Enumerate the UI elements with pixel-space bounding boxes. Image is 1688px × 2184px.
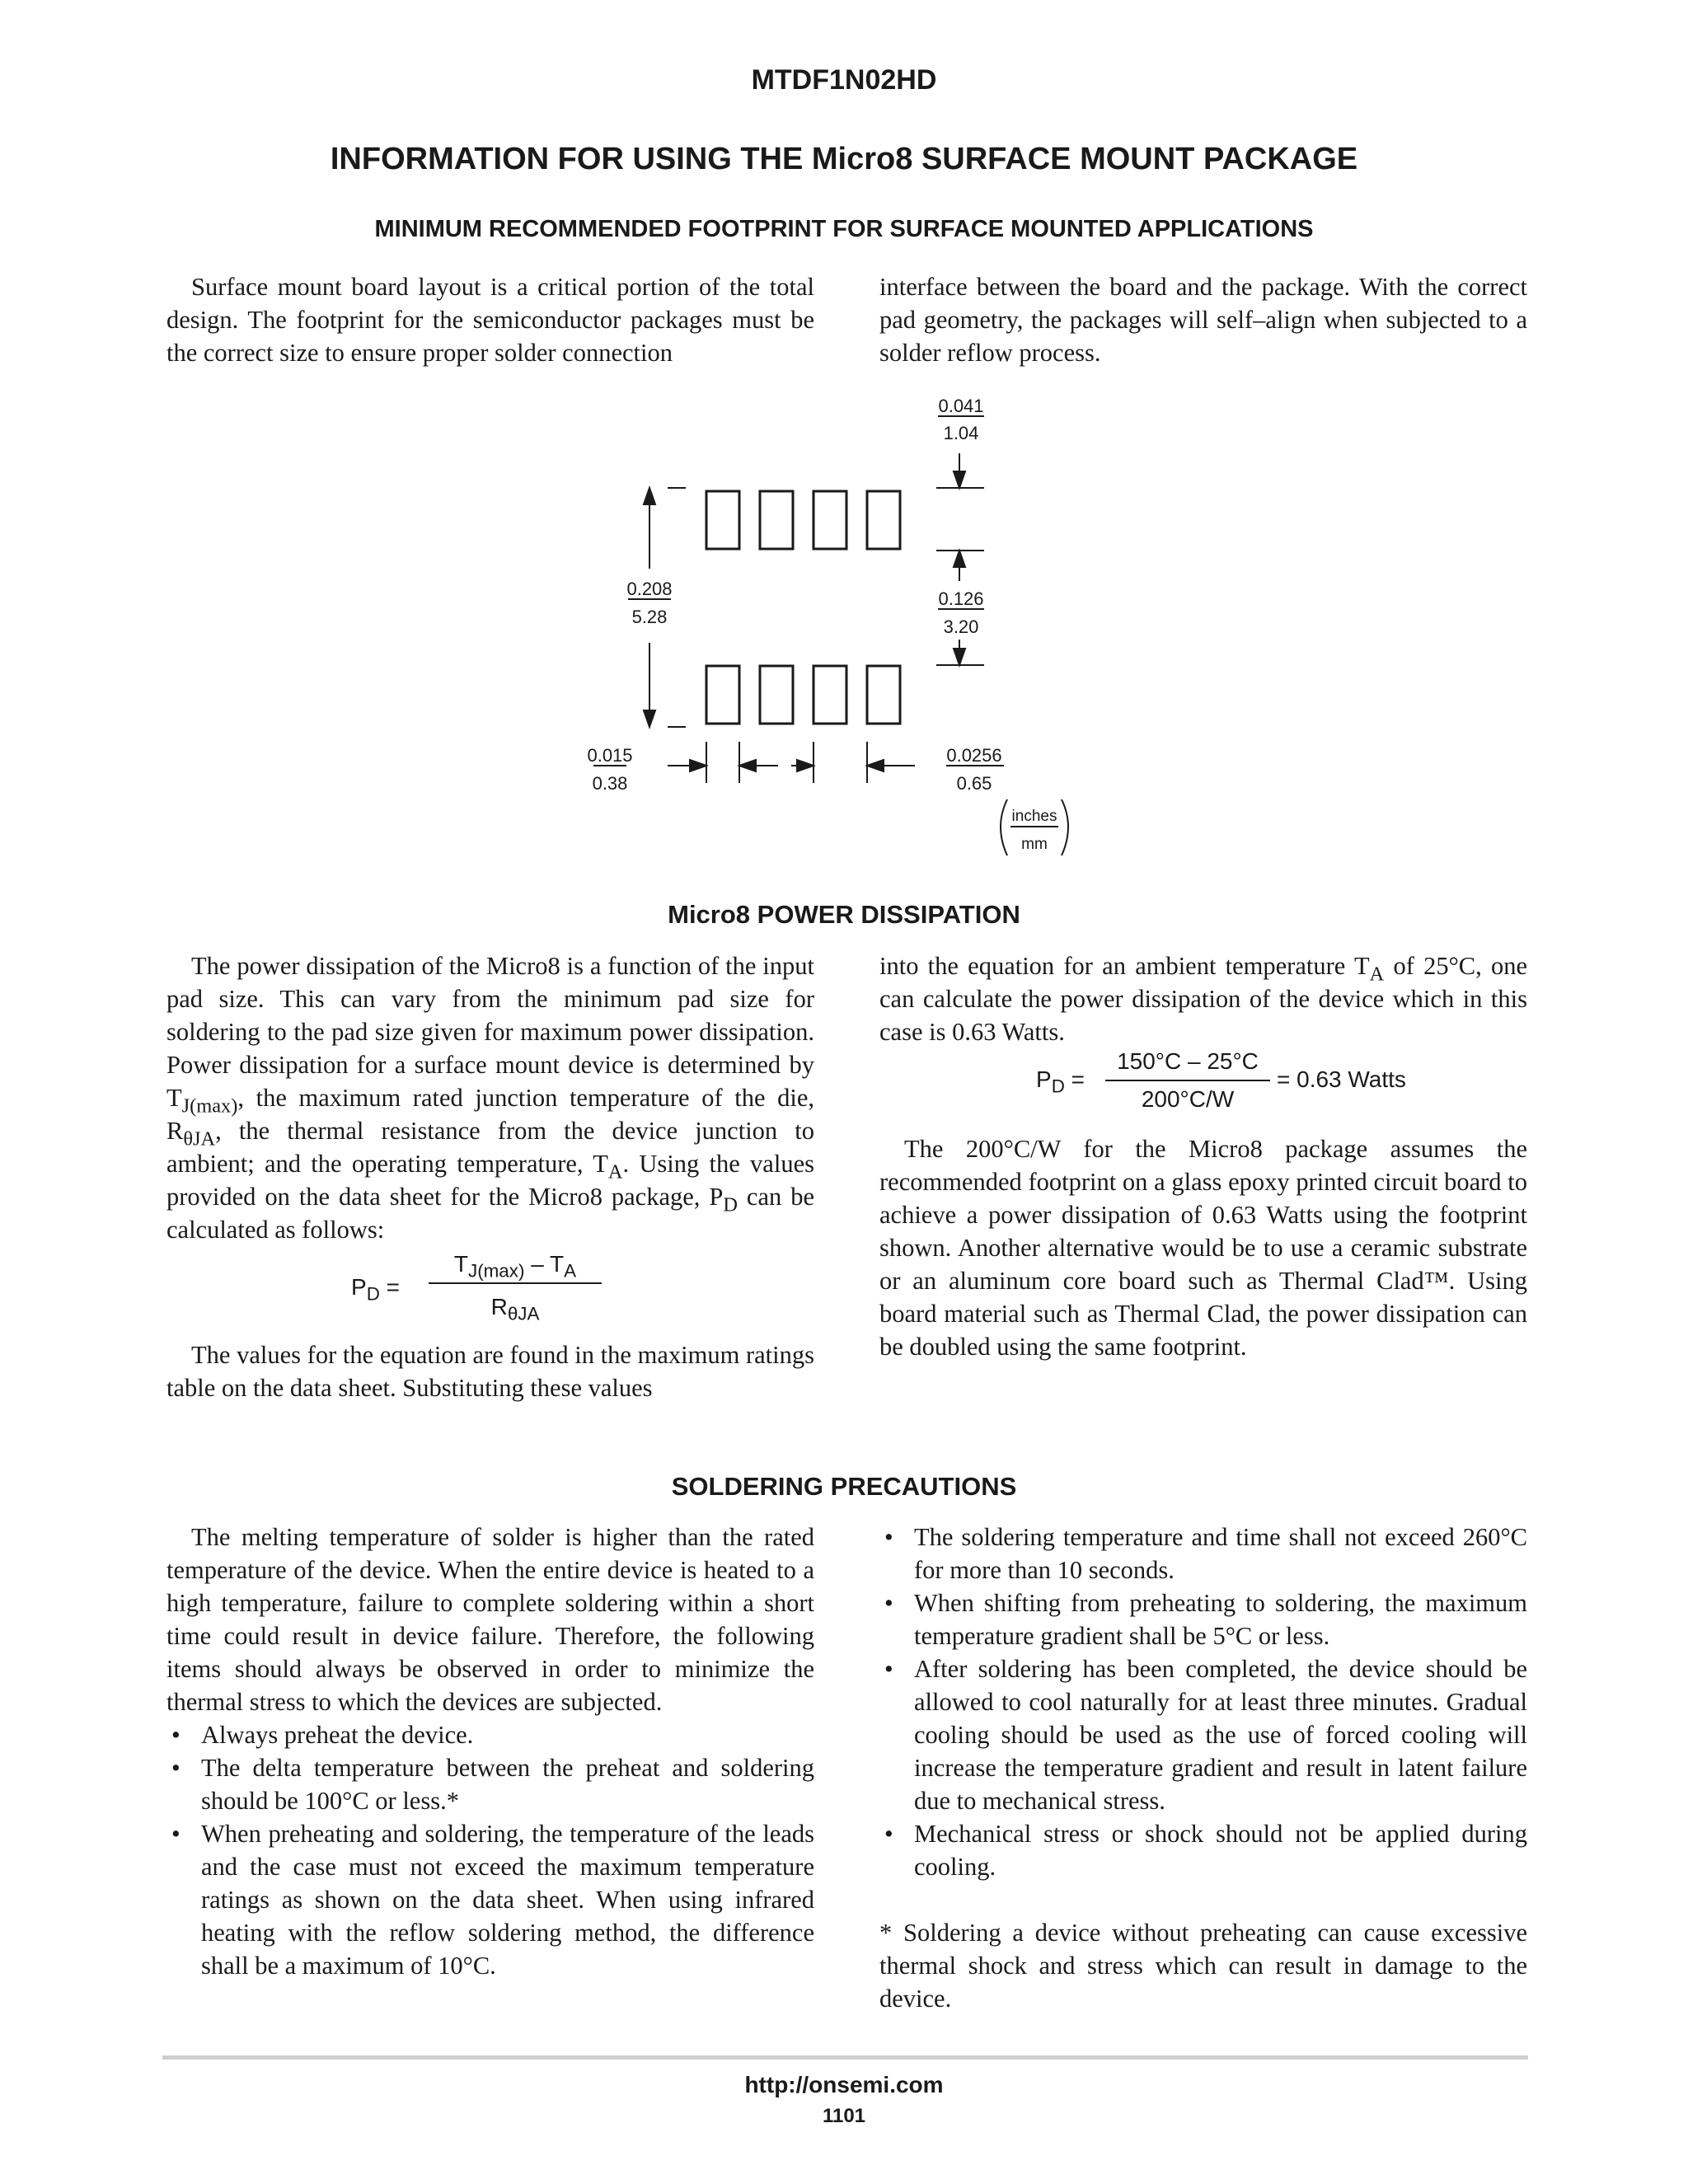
power-left-column: [166, 949, 814, 1404]
footer-url[interactable]: http://onsemi.com: [744, 2072, 944, 2097]
unit-mm-label: mm: [1021, 836, 1048, 853]
power-heading: Micro8 POWER DISSIPATION: [668, 900, 1020, 929]
footprint-diagram: [0, 0, 1688, 890]
soldering-right-bullets: [879, 1521, 1527, 1883]
list-item: • The delta temperature between the preheat and soldering should be 100°C or less.*: [166, 1751, 814, 1817]
pad-bottom-2: [760, 666, 793, 724]
pd-equation-numerator: $T_{J(max)} - T_A$: [429, 1248, 602, 1284]
dim-pad-width-in: 0.041: [938, 396, 984, 416]
power-paragraph-2: The values for the equation are found in the maximum ratings table on the data sheet. Substituting these values: [166, 1341, 814, 1402]
soldering-footnote: * Soldering a device without preheating can cause excessive thermal shock and stress which can result in damage to the device.: [879, 1919, 1527, 2013]
pd-value-numerator: 150°C – 25°C: [1105, 1045, 1270, 1081]
pad-bottom-3: [814, 666, 846, 724]
page-number: 1101: [822, 2105, 866, 2127]
pad-bottom-4: [867, 666, 900, 724]
pad-top-2: [760, 491, 793, 549]
pd-equation: [166, 1246, 814, 1338]
dim-total-in: 0.208: [626, 579, 673, 599]
pd-equation-denominator: $R_{\theta JA}$: [490, 1294, 540, 1324]
soldering-left-column: [166, 1521, 814, 1982]
pad-top-3: [814, 491, 846, 549]
list-item: • When shifting from preheating to soldering, the maximum temperature gradient shall be 5°C or less.: [879, 1586, 1527, 1652]
soldering-intro: The melting temperature of solder is higher than the rated temperature of the device. When the entire device is heated to a high temperature, failure to complete soldering within a short time could result in device failure. Therefore, the following items should always be observed in order to minimize the thermal stress to which the devices are subjected.: [166, 1523, 814, 1716]
dim-gap-mm: 3.20: [943, 616, 979, 637]
pd-value-equation: [879, 1048, 1527, 1132]
page-title: INFORMATION FOR USING THE Micro8 SURFACE MOUNT PACKAGE: [330, 142, 1358, 176]
dim-pitch-in: 0.0256: [946, 745, 1002, 766]
power-right-column: [879, 949, 1527, 1363]
dim-pad-mm: 0.38: [592, 773, 628, 794]
pd-value-result: = 0.63 Watts: [1277, 1066, 1406, 1092]
dim-gap-in: 0.126: [938, 588, 984, 609]
pad-top-1: [706, 491, 739, 549]
soldering-heading: SOLDERING PRECAUTIONS: [671, 1472, 1017, 1501]
pad-top-4: [867, 491, 900, 549]
part-number: MTDF1N02HD: [751, 64, 937, 96]
pd-value-lhs: $P_D$ =: [1036, 1066, 1085, 1097]
dim-pad-in: 0.015: [587, 745, 633, 766]
power-paragraph-3: into the equation for an ambient temperature $T_A$ of 25°C, one can calculate the power dissipation of the device which in this case is 0.63 Watts.: [879, 952, 1528, 1046]
soldering-right-column: [879, 1521, 1527, 2015]
dim-pad-width-mm: 1.04: [943, 423, 979, 443]
dim-total-mm: 5.28: [631, 607, 668, 627]
list-item: • The soldering temperature and time shall not exceed 260°C for more than 10 seconds.: [879, 1521, 1527, 1586]
list-item: • Always preheat the device.: [166, 1718, 814, 1751]
list-item: • Mechanical stress or shock should not be applied during cooling.: [879, 1817, 1527, 1883]
dim-pitch-mm: 0.65: [956, 773, 992, 794]
footprint-heading: MINIMUM RECOMMENDED FOOTPRINT FOR SURFACE MOUNTED APPLICATIONS: [374, 216, 1314, 242]
footer-divider: [162, 2055, 1528, 2060]
footprint-intro-left-text: Surface mount board layout is a critical portion of the total design. The footprint for the semiconductor packages must be the correct size to ensure proper solder connection: [166, 273, 814, 367]
list-item: • When preheating and soldering, the temperature of the leads and the case must not exceed the maximum temperature ratings as shown on the data sheet. When using infrared heating with the reflow soldering method, the difference shall be a maximum of 10°C.: [166, 1817, 814, 1982]
power-paragraph-4: The 200°C/W for the Micro8 package assumes the recommended footprint on a glass epoxy printed circuit board to achieve a power dissipation of 0.63 Watts using the footprint shown. Another alternative would be to use a ceramic substrate or an aluminum core board such as Thermal Clad™. Using board material such as Thermal Clad, the power dissipation can be doubled using the same footprint.: [879, 1135, 1527, 1361]
soldering-left-bullets: [166, 1718, 814, 1982]
power-paragraph-1: The power dissipation of the Micro8 is a function of the input pad size. This can vary from the minimum pad size for soldering to the pad size given for maximum power dissipation. Power dissipation for a surface mount device is determined by $T_{J(max)}$, the maximum rated junction temperature of the die, $R_{\theta JA}$, the thermal resistance from the device junction to ambient; and the operating temperature, $T_A$. Using the values provided on the data sheet for the Micro8 package, $P_D$ can be calculated as follows:: [166, 952, 814, 1244]
footprint-intro-right-text: interface between the board and the package. With the correct pad geometry, the packages will self–align when subjected to a solder reflow process.: [879, 273, 1527, 367]
pad-bottom-1: [706, 666, 739, 724]
list-item: • After soldering has been completed, the device should be allowed to cool naturally for at least three minutes. Gradual cooling should be used as the use of forced cooling will increase the temperature gradient and result in latent failure due to mechanical stress.: [879, 1652, 1527, 1817]
pd-value-denominator: 200°C/W: [1141, 1086, 1235, 1112]
pd-equation-lhs: $P_D$ =: [351, 1274, 400, 1305]
unit-inches-label: inches: [1011, 808, 1057, 825]
